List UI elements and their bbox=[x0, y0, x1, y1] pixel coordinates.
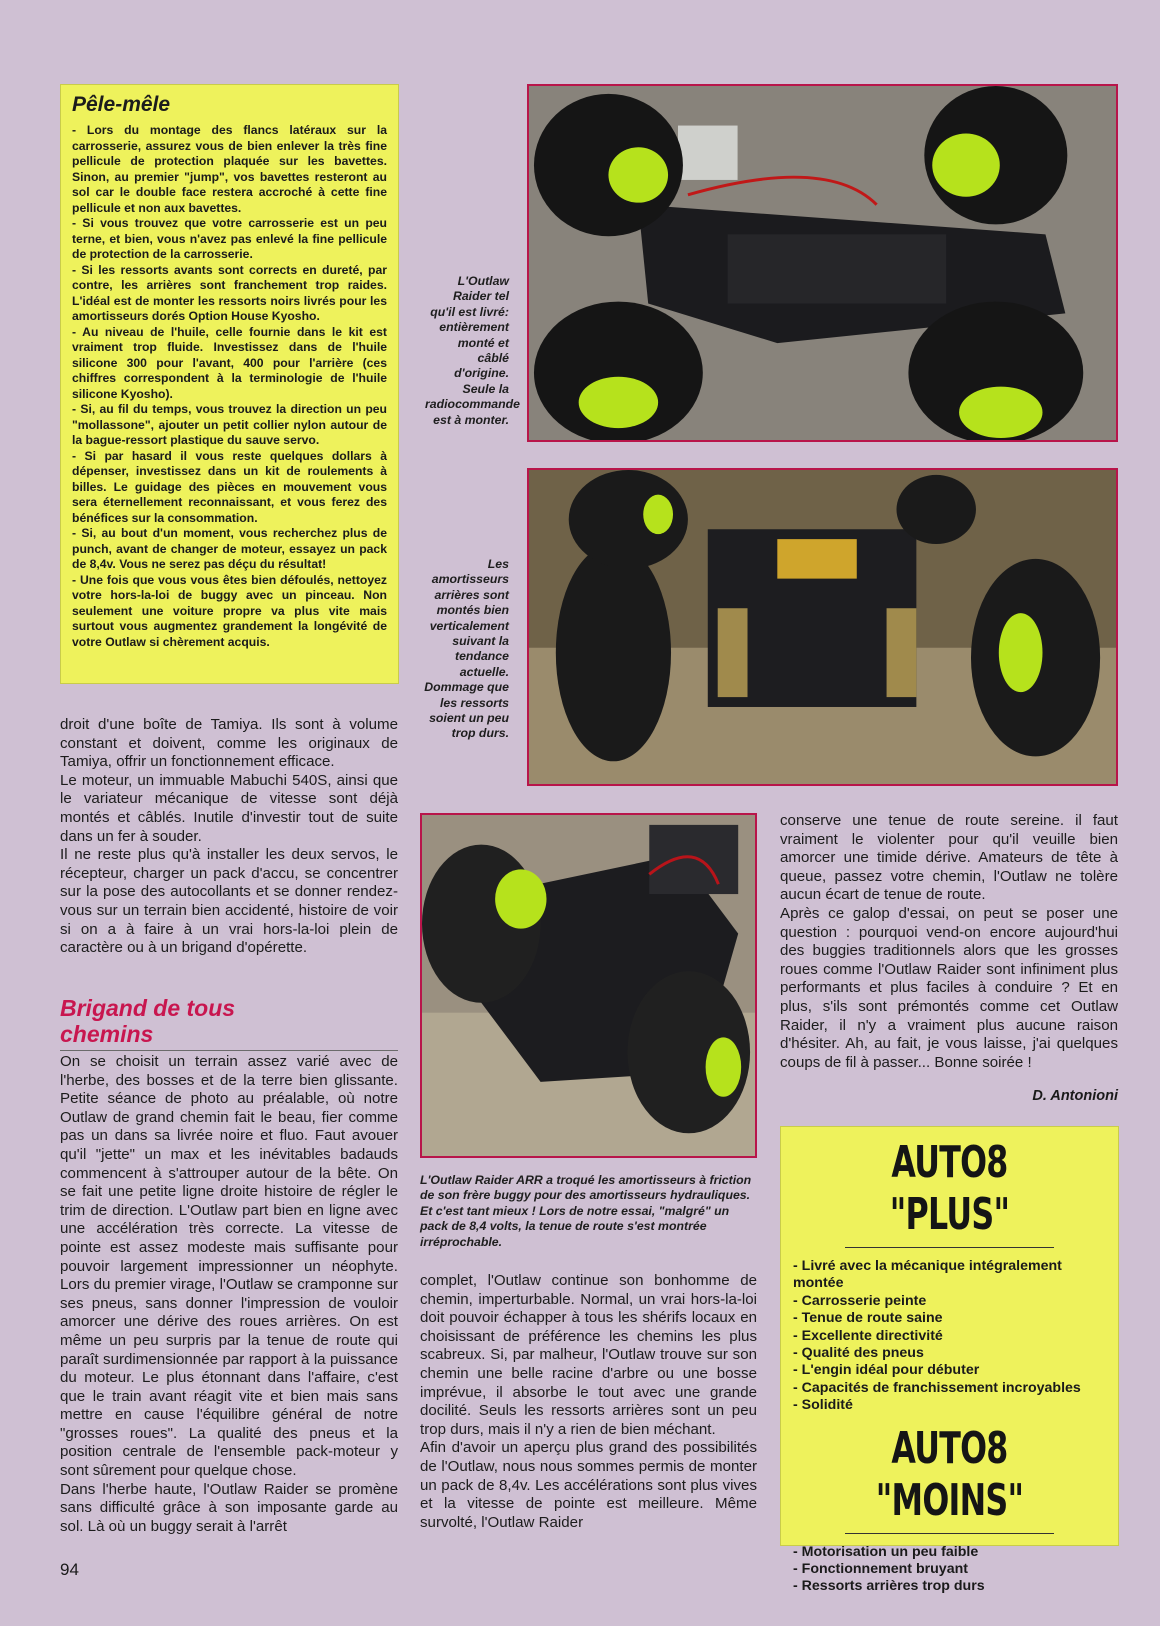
pele-mele-item: - Au niveau de l'huile, celle fournie dans le kit est vraiment trop fluide. Investissez dans de l'huile silicone 300 pour l'avant, 400 pour l'arrière (ces chiffres correspondent à la terminologie de l'huile silicone Kyosho). bbox=[72, 324, 387, 401]
plus-list bbox=[793, 1258, 1106, 1415]
article-col2 bbox=[420, 1272, 757, 1532]
plus-item: - Excellente directivité bbox=[793, 1327, 943, 1344]
plus-item: - L'engin idéal pour débuter bbox=[793, 1362, 980, 1379]
article-col1-top bbox=[60, 716, 398, 958]
pele-mele-title: Pêle-mêle bbox=[72, 93, 171, 116]
paragraph: Après ce galop d'essai, on peut se poser une question : pourquoi vend-on encore aujourd'hui des buggies traditionnels alors que les grosses roues comme l'Outlaw Raider sont infiniment plus performants et plus faciles à conduire ? Et en plus, s'ils sont prémontés comme cet Outlaw Raider, il n'y a vraiment plus aucune raison d'hésiter. Ah, au fait, je vous laisse, j'ai quelques coups de fil à passer... Bonne soirée ! bbox=[780, 904, 1118, 1071]
plus-item: - Carrosserie peinte bbox=[793, 1292, 927, 1309]
pele-mele-item: - Si par hasard il vous reste quelques dollars à dépenser, investissez dans un kit de roulements à billes. Le guidage des pièces en mouvement vous sera éternellement reconnaissant, et vous ferez des bénéfices sur la consommation. bbox=[72, 448, 387, 525]
photo-chassis-top bbox=[527, 84, 1118, 442]
photo-rear-shocks bbox=[527, 468, 1118, 786]
page-number: 94 bbox=[60, 1560, 79, 1579]
verdict-box bbox=[780, 1126, 1119, 1595]
paragraph: Afin d'avoir un aperçu plus grand des possibilités de l'Outlaw, nous nous sommes permis de monter un pack de 8,4v. Les accélérations sont plus vives et la vitesse de pointe est meilleure. Même survolté, l'Outlaw Raider bbox=[420, 1439, 757, 1531]
moins-item: - Fonctionnement bruyant bbox=[793, 1561, 968, 1578]
plus-item: - Solidité bbox=[793, 1397, 853, 1414]
plus-item: - Tenue de route saine bbox=[793, 1310, 943, 1327]
plus-item: - Capacités de franchissement incroyables bbox=[793, 1379, 1081, 1396]
moins-item: - Ressorts arrières trop durs bbox=[793, 1578, 985, 1595]
caption-photo2: Les amortisseurs arrières sont montés bien verticalement suivant la tendance actuelle. Dommage que les ressorts soient un peu trop durs. bbox=[424, 557, 509, 741]
pele-mele-item: - Si, au fil du temps, vous trouvez la direction un peu "mollassone", ajouter un petit collier nylon autour de la bague-ressort plastique du sauve servo. bbox=[72, 402, 387, 447]
article-col1-bottom bbox=[60, 1053, 398, 1536]
pele-mele-item: - Si vous trouvez que votre carrosserie est un peu terne, et bien, vous n'avez pas enlevé la fine pellicule de protection de la carrosserie. bbox=[72, 216, 387, 261]
article-col3 bbox=[780, 812, 1118, 1072]
paragraph: complet, l'Outlaw continue son bonhomme de chemin, imperturbable. Normal, un vrai hors-la-loi doit pouvoir échapper à tous les shérifs locaux en choisissant de préférence les chemins les plus scabreux. Si, par malheur, l'Outlaw trouve sur son chemin une belle racine d'arbre ou une bosse imprévue, il absorbe le tout avec une grande docilité. Seuls les ressorts arrières sont un peu trop durs, mais il n'y a rien de bien méchant. bbox=[420, 1272, 757, 1438]
pele-mele-item: - Lors du montage des flancs latéraux sur la carrosserie, assurez vous de bien enlever la très fine pellicule de protection plaquée sur les bavettes. Sinon, au premier "jump", vos bavettes resteront au sol car le double face restera accroché à cette fine pellicule et non aux bavettes. bbox=[72, 123, 387, 215]
photo-rear-detail bbox=[420, 813, 757, 1158]
pele-mele-box bbox=[60, 84, 399, 684]
pele-mele-item: - Si, au bout d'un moment, vous recherchez plus de punch, avant de changer de moteur, essayez un pack de 8,4v. Vous ne serez pas déçu du résultat! bbox=[72, 526, 387, 571]
paragraph: Le moteur, un immuable Mabuchi 540S, ainsi que le variateur mécanique de vitesse sont déjà montés et câblés. Inutile d'investir tout de suite dans un fer à souder. bbox=[60, 771, 398, 845]
paragraph: droit d'une boîte de Tamiya. Ils sont à volume constant et doivent, comme les originaux de Tamiya, offrir un fonctionnement efficace. bbox=[60, 716, 398, 771]
paragraph: conserve une tenue de route sereine. il faut vraiment le violenter pour qu'il veuille bien amorcer une timide dérive. Amateurs de tête à queue, passez votre chemin, l'Outlaw ne tolère aucun écart de tenue de route. bbox=[780, 812, 1118, 904]
moins-title: AUTO8 "MOINS" bbox=[875, 1422, 1024, 1526]
moins-item: - Motorisation un peu faible bbox=[793, 1543, 979, 1560]
moins-list bbox=[793, 1544, 1106, 1596]
pele-mele-item: - Une fois que vous vous êtes bien défoulés, nettoyez votre hors-la-loi de buggy avec un pinceau. Non seulement une voiture propre va plus vite mais surtout vous augmentez grandement la longévité de votre Outlaw si chèrement acquis. bbox=[72, 572, 387, 649]
paragraph: Il ne reste plus qu'à installer les deux servos, le récepteur, charger un pack d'accu, se concentrer sur la pose des autocollants et se donner rendez-vous sur un terrain bien accidenté, histoire de voir si on a à faire à un vrai hors-la-loi plein de caractère ou à un brigand d'opérette. bbox=[60, 846, 398, 957]
author-signature: D. Antonioni bbox=[1032, 1088, 1118, 1104]
moins-rule bbox=[845, 1533, 1054, 1534]
caption-photo3: L'Outlaw Raider ARR a troqué les amortisseurs à friction de son frère buggy pour des amortisseurs hydrauliques. Et c'est tant mieux ! Lors de notre essai, "malgré" un pack de 8,4 volts, la tenue de route s'est montrée irréprochable. bbox=[420, 1173, 752, 1249]
plus-title: AUTO8 "PLUS" bbox=[889, 1137, 1010, 1240]
pele-mele-item: - Si les ressorts avants sont corrects en dureté, par contre, les arrières sont franchement trop raides. L'idéal est de monter les ressorts noirs livrés pour les amortisseurs dorés Option House Kyosho. bbox=[72, 262, 387, 323]
plus-rule bbox=[845, 1247, 1054, 1248]
section-rule bbox=[60, 1050, 398, 1051]
section-title: Brigand de tous chemins bbox=[60, 995, 236, 1047]
plus-item: - Qualité des pneus bbox=[793, 1345, 924, 1362]
paragraph: On se choisit un terrain assez varié avec de l'herbe, des bosses et de la terre bien glissante. Petite séance de photo au préalable, où notre Outlaw de grand chemin fait le beau, fier comme pas un dans sa livrée noire et fluo. Faut avouer qu'il "jette" un max et les inévitables badauds commencent à s'attrouper autour de la bête. On se fait une petite ligne droite histoire de régler le trim de direction. L'Outlaw part bien en ligne avec une accélération très correcte. La vitesse de pointe est assez modeste mais suffisante pour pouvoir largement impressionner un néophyte. Lors du premier virage, l'Outlaw se cramponne sur ses pneus, sans donner l'impression de vouloir amorcer une dérive des roues arrières. On est même un peu surpris par la tenue de route qui paraît surdimensionnée par rapport à la puissance du moteur. Le plus étonnant dans l'affaire, c'est que le train avant réagit vite et bien mais sans mettre en cause l'équilibre général de notre "grosses roues". La qualité des pneus et la position centrale de l'ensemble pack-moteur y sont sûrement pour quelque chose. bbox=[60, 1053, 398, 1480]
caption-photo1: L'Outlaw Raider tel qu'il est livré: entièrement monté et câblé d'origine. Seule la radiocommande est à monter. bbox=[425, 274, 520, 427]
paragraph: Dans l'herbe haute, l'Outlaw Raider se promène sans difficulté grâce à son imposante garde au sol. Là où un buggy serait à l'arrêt bbox=[60, 1480, 398, 1535]
plus-item: - Livré avec la mécanique intégralement montée bbox=[793, 1258, 1062, 1292]
